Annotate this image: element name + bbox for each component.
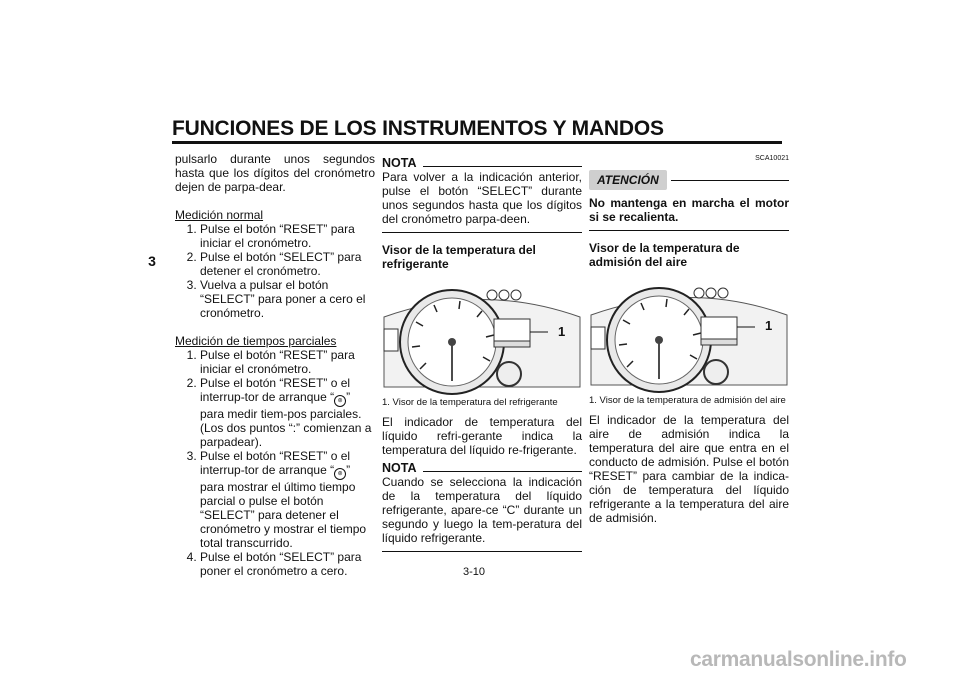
step-text: ” para mostrar el último tiempo parcial o pulse el botón “SELECT” para detener el cronómetro y mostrar el tiempo total transcurrido. — [200, 463, 367, 550]
coolant-heading: Visor de la temperatura del refrigerante — [382, 243, 536, 271]
callout-number: 1 — [765, 318, 773, 333]
warning-text: No mantenga en marcha el motor si se recalienta. — [589, 196, 789, 224]
list-item: 3. Vuelva a pulsar el botón “SELECT” para poner a cero el cronómetro. — [200, 278, 375, 320]
divider — [382, 232, 582, 233]
meter-cluster-drawing — [382, 277, 582, 395]
page-title: FUNCIONES DE LOS INSTRUMENTOS Y MANDOS — [172, 117, 664, 140]
nota-header — [382, 156, 582, 170]
list-item: 1. Pulse el botón “RESET” para iniciar el cronómetro. — [200, 348, 375, 376]
chapter-tab: 3 — [148, 253, 156, 269]
coolant-body: El indicador de temperatura del líquido refri-gerante indica la temperatura del líquido re-frigerante. — [382, 415, 582, 457]
step-text: Pulse el botón “RESET” o el interrup-tor de arranque “ — [200, 376, 351, 404]
figure-caption: 1. Visor de la temperatura del refrigerante — [382, 397, 558, 408]
intake-body: El indicador de la temperatura del aire de admisión indica la temperatura del aire que entra en el conducto de admisión. Pulse el botón “RESET” para cambiar de la indica-ción de temperatura del líquido refrigerante a la temperatura del aire de admisión. — [589, 413, 789, 525]
parciales-heading: Medición de tiempos parciales — [175, 334, 337, 348]
coolant-gauge-illustration — [382, 277, 582, 395]
atencion-header — [589, 170, 789, 190]
divider — [382, 551, 582, 552]
callout-number: 1 — [558, 324, 566, 339]
page-number: 3-10 — [463, 566, 486, 578]
column-3 — [589, 152, 789, 525]
column-1 — [175, 152, 375, 578]
nota-label: NOTA — [382, 156, 417, 170]
meter-cluster-drawing — [589, 275, 789, 393]
list-item: 1. Pulse el botón “RESET” para iniciar el cronómetro. — [200, 222, 375, 250]
normal-steps — [175, 222, 375, 320]
intake-gauge-illustration — [589, 275, 789, 393]
step-text: ” para medir tiem-pos parciales. (Los dos puntos “:” comienzan a parpadear). — [200, 390, 372, 449]
warning-code: SCA10021 — [755, 155, 789, 162]
normal-heading: Medición normal — [175, 208, 264, 222]
list-item: 4. Pulse el botón “SELECT” para poner el cronómetro a cero. — [200, 550, 375, 578]
start-switch-icon: ⊚ — [334, 395, 346, 407]
atencion-badge: ATENCIÓN — [589, 170, 667, 190]
nota-text: Cuando se selecciona la indicación de la temperatura del líquido refrigerante, apare-ce “C” durante un segundo y luego la tem-peratura del líquido refrigerante. — [382, 475, 582, 545]
nota-text: Para volver a la indicación anterior, pulse el botón “SELECT” durante unos segundos hasta que los dígitos del cronómetro parpa-deen. — [382, 170, 582, 226]
step-text: Pulse el botón “RESET” o el interrup-tor de arranque “ — [200, 449, 351, 477]
list-item — [200, 376, 375, 449]
start-switch-icon: ⊚ — [334, 468, 346, 480]
column-2 — [382, 152, 582, 562]
intake-heading: Visor de la temperatura de admisión del aire — [589, 241, 740, 269]
list-item: 2. Pulse el botón “SELECT” para detener el cronómetro. — [200, 250, 375, 278]
list-item — [200, 449, 375, 550]
figure-caption: 1. Visor de la temperatura de admisión del aire — [589, 395, 786, 406]
parciales-steps — [175, 348, 375, 578]
header-rule — [172, 141, 782, 144]
nota-header — [382, 461, 582, 475]
watermark: carmanualsonline.info — [690, 648, 907, 671]
divider — [589, 230, 789, 231]
intro-paragraph: pulsarlo durante unos segundos hasta que los dígitos del cronómetro dejen de parpa-dear. — [175, 152, 375, 194]
nota-label: NOTA — [382, 461, 417, 475]
page-header — [172, 118, 782, 144]
